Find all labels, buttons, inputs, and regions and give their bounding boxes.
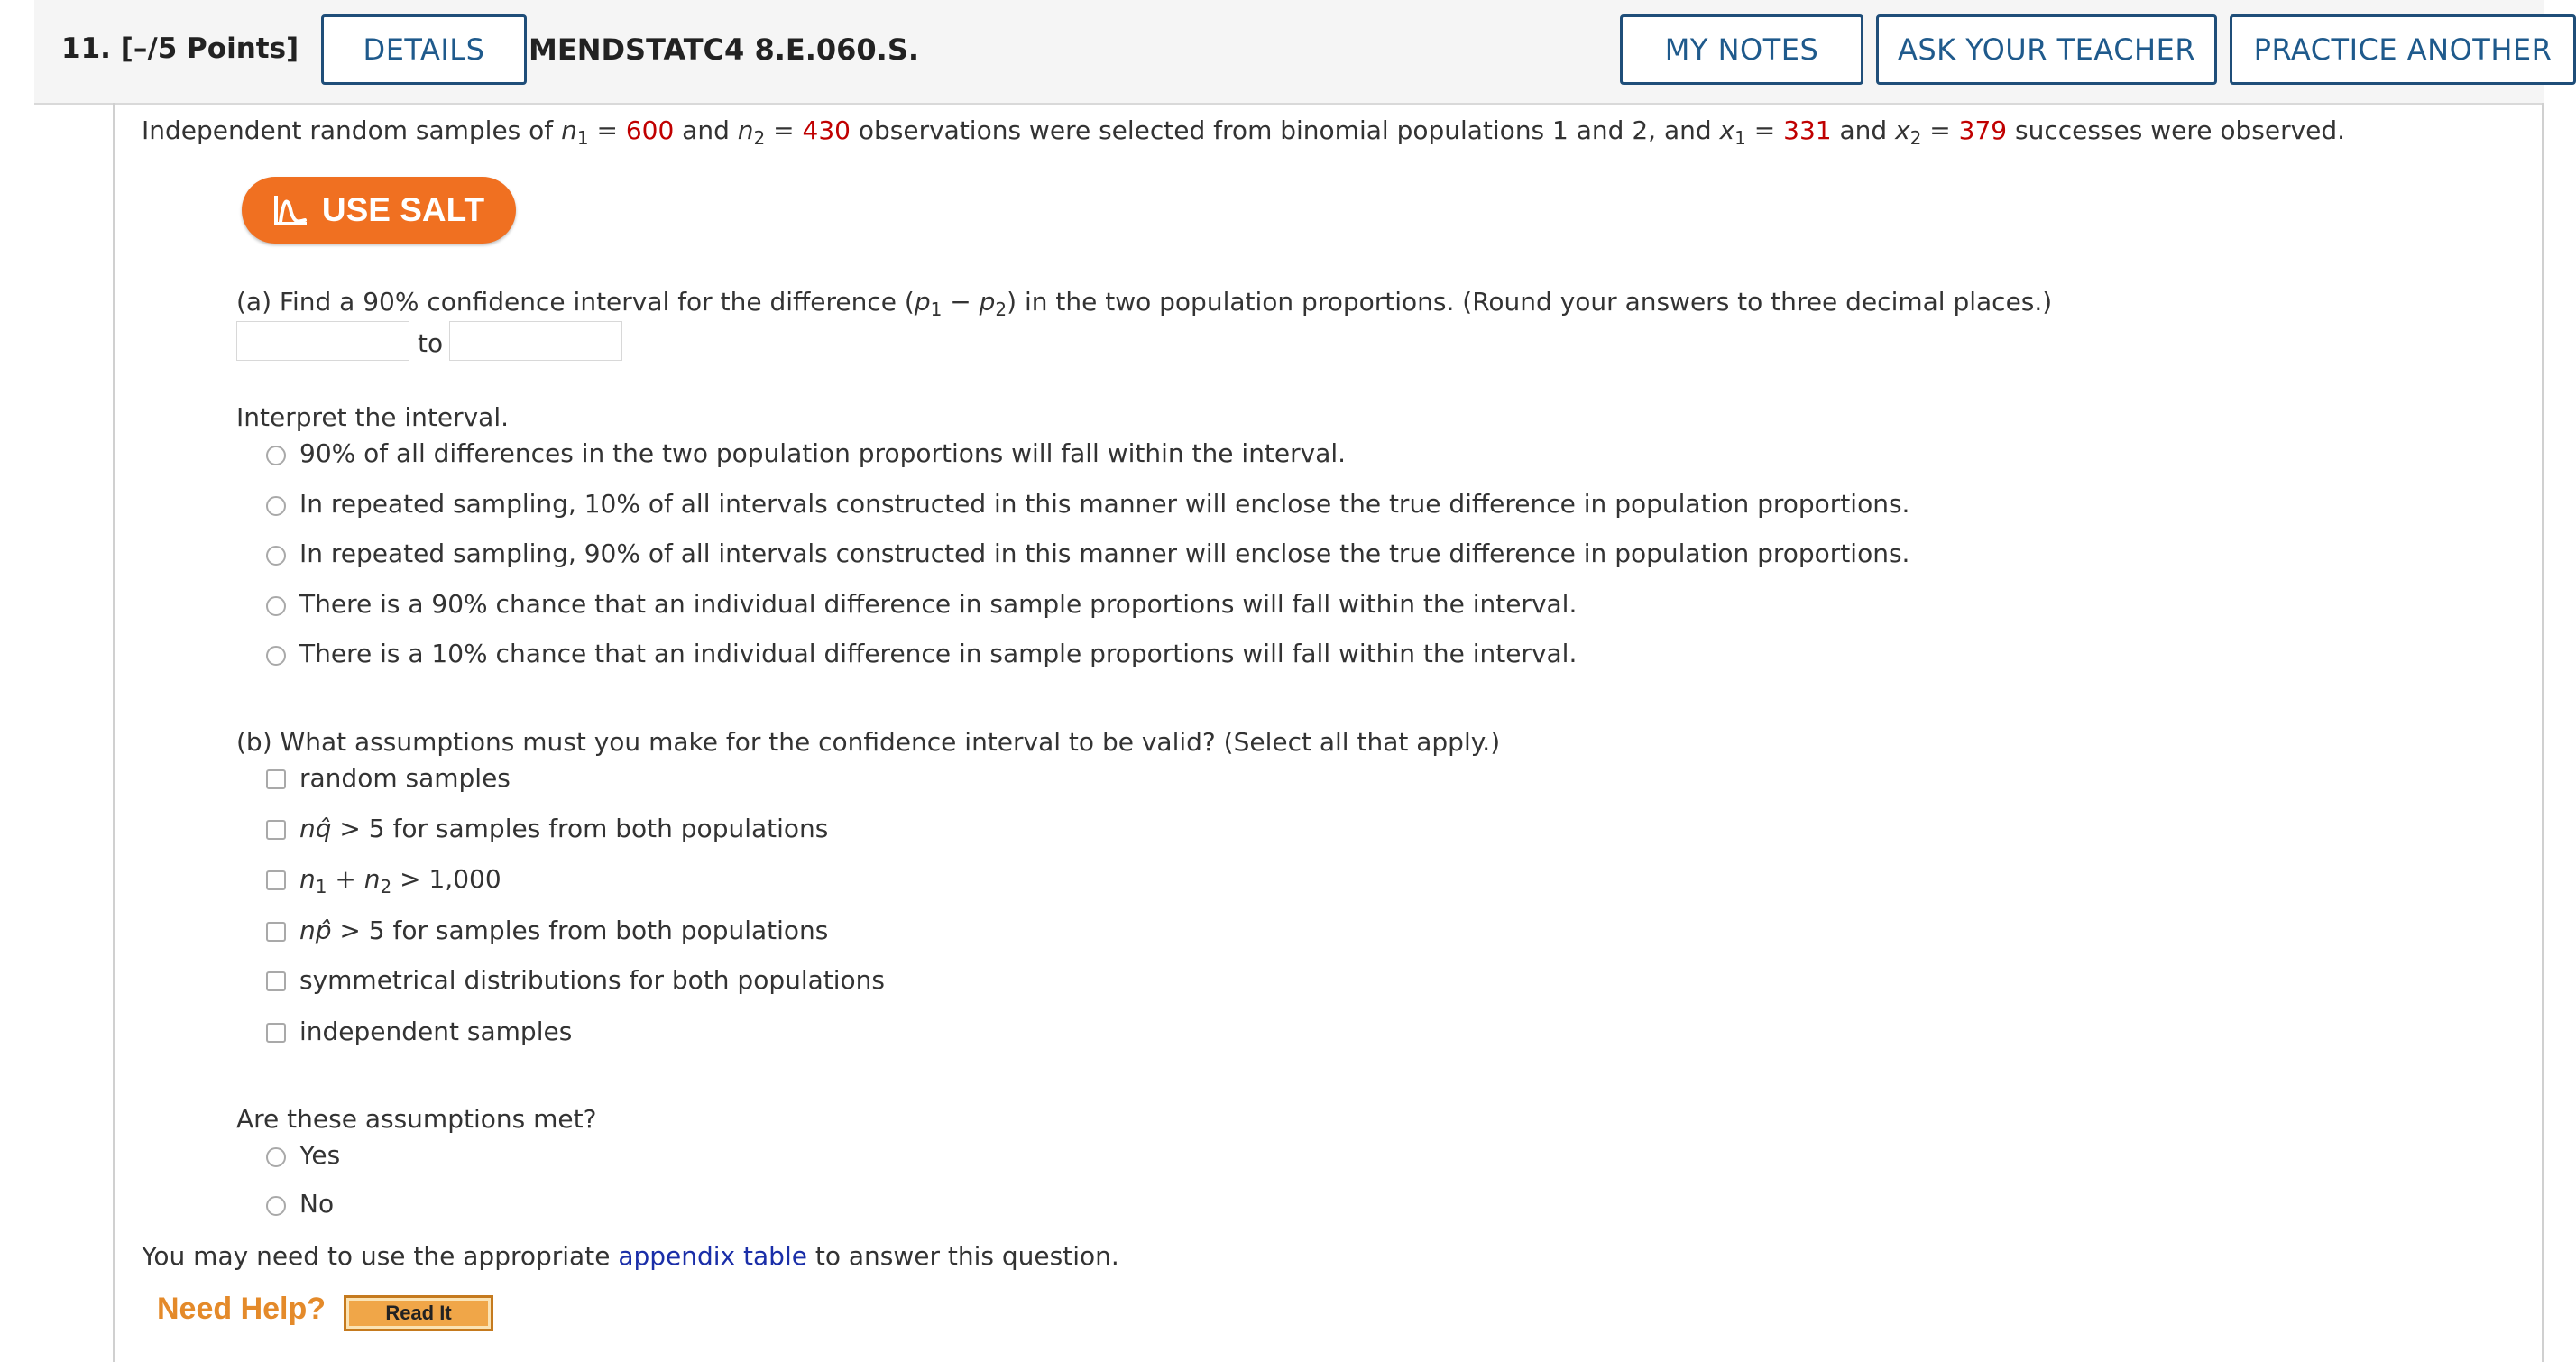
interpret-option-1-label: 90% of all differences in the two population proportions will fall within the interval. <box>299 438 1347 468</box>
interpret-option-5-label: There is a 10% chance that an individual difference in sample proportions will fall within the interval. <box>299 639 1578 668</box>
interpret-option-1-radio[interactable] <box>266 446 286 465</box>
interval-lower-input[interactable] <box>236 321 409 361</box>
x1-value: 331 <box>1783 115 1832 145</box>
interpret-option-5-radio[interactable] <box>266 646 286 666</box>
part-a-question: (a) Find a 90% confidence interval for the difference $(p_1 - p_2)$ in the two population proportions. (Round your answers to three decimal places.) <box>236 287 2053 320</box>
assumption-nq-checkbox[interactable] <box>266 820 286 840</box>
x2-value: 379 <box>1958 115 2008 145</box>
problem-statement: Independent random samples of $n_1 = 600$ and $n_2 = 430$ observations were selected from binomial populations 1 and 2, and $x_1 = 331$ and $x_2 = 379$ successes were observed. <box>142 115 2346 149</box>
assumption-symmetric-label: symmetrical distributions for both populations <box>299 965 886 995</box>
interpret-option-2-radio[interactable] <box>266 496 286 516</box>
interval-upper-input[interactable] <box>449 321 622 361</box>
assumption-n-sum-label: $n_1 + n_2 > 1,000$ <box>299 864 501 897</box>
assumption-n-sum-checkbox[interactable] <box>266 870 286 890</box>
interpret-option-4-radio[interactable] <box>266 596 286 616</box>
appendix-table-link[interactable]: appendix table <box>618 1241 807 1271</box>
assumption-np-label: np̂ > 5 for samples from both populations <box>299 916 829 945</box>
assumption-symmetric-checkbox[interactable] <box>266 971 286 991</box>
my-notes-button[interactable]: MY NOTES <box>1620 14 1863 85</box>
ask-teacher-button[interactable]: ASK YOUR TEACHER <box>1876 14 2217 85</box>
n2-value: 430 <box>802 115 851 145</box>
read-it-button[interactable]: Read It <box>344 1295 493 1331</box>
assumptions-yes-label: Yes <box>299 1140 341 1170</box>
use-salt-button[interactable] <box>242 177 516 244</box>
assumption-random-label: random samples <box>299 763 511 793</box>
interpret-option-3-radio[interactable] <box>266 546 286 566</box>
assumptions-yes-radio[interactable] <box>266 1147 286 1167</box>
content-border-right <box>2542 103 2544 1362</box>
assumption-np-checkbox[interactable] <box>266 922 286 942</box>
assumption-independent-checkbox[interactable] <box>266 1023 286 1043</box>
n1-value: 600 <box>625 115 675 145</box>
assumption-nq-label: nq̂ > 5 for samples from both populations <box>299 814 829 843</box>
assumptions-no-label: No <box>299 1189 335 1219</box>
to-label: to <box>418 328 444 358</box>
practice-another-button[interactable]: PRACTICE ANOTHER <box>2230 14 2576 85</box>
interpret-option-2-label: In repeated sampling, 10% of all intervals constructed in this manner will enclose the true difference in population proportions. <box>299 489 1910 519</box>
details-button[interactable]: DETAILS <box>321 14 527 85</box>
part-b-question: (b) What assumptions must you make for the confidence interval to be valid? (Select all that apply.) <box>236 727 1501 757</box>
assumptions-met-question: Are these assumptions met? <box>236 1104 597 1134</box>
assumption-independent-label: independent samples <box>299 1017 573 1046</box>
use-salt-label: USE SALT <box>321 191 485 228</box>
question-number: 11. [–/5 Points] <box>61 32 299 65</box>
question-header <box>34 0 2553 105</box>
interpret-label: Interpret the interval. <box>236 402 509 432</box>
interpret-option-3-label: In repeated sampling, 90% of all intervals constructed in this manner will enclose the true difference in population proportions. <box>299 538 1910 568</box>
need-help-label: Need Help? <box>157 1292 327 1326</box>
assumption-random-checkbox[interactable] <box>266 769 286 789</box>
salt-chart-icon <box>273 193 309 227</box>
interpret-option-4-label: There is a 90% chance that an individual difference in sample proportions will fall within the interval. <box>299 589 1578 619</box>
appendix-note: You may need to use the appropriate appendix table to answer this question. <box>142 1241 1119 1271</box>
assumptions-no-radio[interactable] <box>266 1196 286 1216</box>
content-border-left <box>113 103 115 1362</box>
question-code: MENDSTATC4 8.E.060.S. <box>529 32 920 67</box>
